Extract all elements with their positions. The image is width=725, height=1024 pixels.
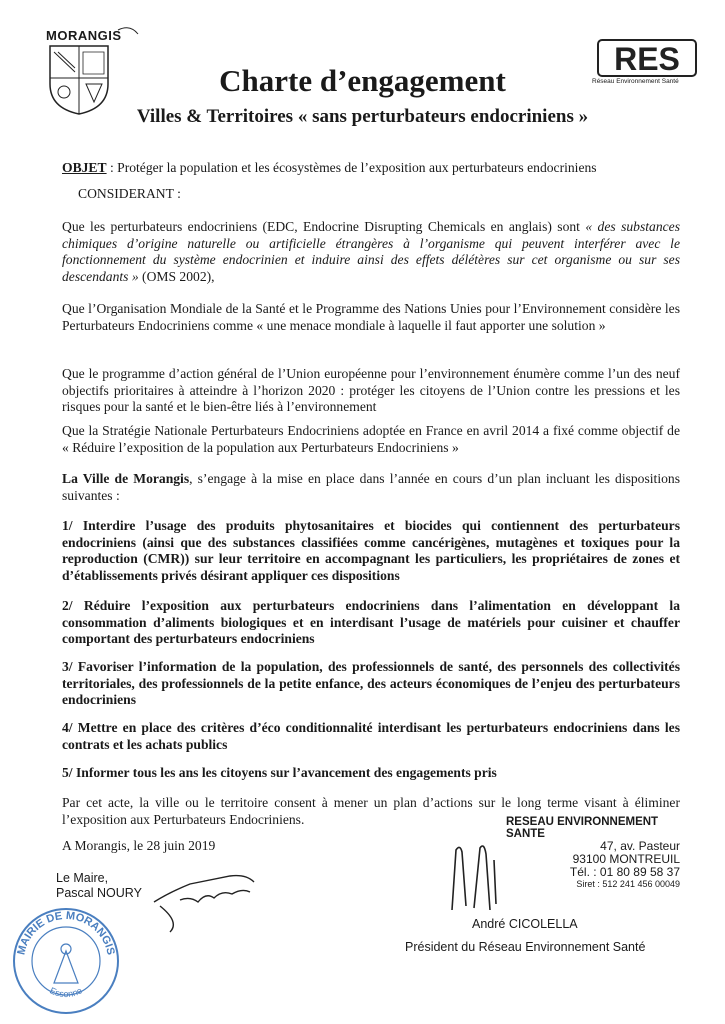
paragraph-edc-definition <box>62 219 680 285</box>
objet-label: OBJET <box>62 160 107 175</box>
organisation-address: 47, av. Pasteur <box>600 839 680 853</box>
commitment-item-2: 2/ Réduire l’exposition aux perturbateurs endocriniens dans l’alimentation en développant la consommation d’aliments biologiques et en interdisant l’usage de matériels pour cuisiner et chauffer comportant des perturbateurs endocriniens <box>62 598 680 646</box>
page-subtitle: Villes & Territoires « sans perturbateurs endocriniens » <box>136 106 589 127</box>
organisation-phone: Tél. : 01 80 89 58 37 <box>569 865 680 879</box>
paragraph-engagement <box>62 471 680 504</box>
paragraph-edc-quote: « des substances chimiques d’origine naturelle ou artificielle étrangères à l’organisme qui peuvent interférer avec le fonctionnement du système endocrinien et induire ainsi des effets délétères sur cet organisme ou sur ses descendants » <box>62 219 680 284</box>
closing-paragraph: Par cet acte, la ville ou le territoire consent à mener un plan d’actions sur le long terme visant à éliminer l’exposition aux Perturbateurs Endocriniens. <box>62 795 680 827</box>
engagement-text: , s’engage à la mise en place dans l’année en cours d’un plan incluant les dispositions suivantes : <box>62 471 680 503</box>
paragraph-oms: Que l’Organisation Mondiale de la Santé et le Programme des Nations Unies pour l’Environnement considère les Perturbateurs Endocriniens comme « une menace mondiale à laquelle il faut apporter une solution » <box>62 301 680 333</box>
commitment-item-4: 4/ Mettre en place des critères d’éco conditionnalité interdisant les perturbateurs endocriniens dans les contrats et les achats publics <box>62 720 680 752</box>
paragraph-strategie-nationale: Que la Stratégie Nationale Perturbateurs Endocriniens adoptée en France en avril 2014 a fixé comme objectif de « Réduire l’exposition de la population aux Perturbateurs Endocriniens » <box>62 423 680 455</box>
seal-text: MAIRIE DE MORANGIS <box>15 909 117 957</box>
place-and-date: A Morangis, le 28 juin 2019 <box>62 838 216 853</box>
objet-text: : Protéger la population et les écosystèmes de l’exposition aux perturbateurs endocriniens <box>106 160 597 175</box>
paragraph-union-europeenne: Que le programme d’action général de l’Union européenne pour l’environnement énumère comme l’un des neuf objectifs prioritaires à atteindre à l’horizon 2020 : protéger les citoyens de l’Union contre les pressions et les risques pour la santé et le bien-être liés à l’environnement <box>62 366 680 414</box>
organisation-name: RESEAU ENVIRONNEMENT SANTE <box>506 816 659 840</box>
res-logo-letters: RES <box>614 41 680 77</box>
svg-text:MAIRIE DE MORANGIS <box>15 910 116 956</box>
signer-title: Président du Réseau Environnement Santé <box>405 940 646 954</box>
paragraph-edc-start: Que les perturbateurs endocriniens (EDC, Endocrine Disrupting Chemicals en anglais) sont <box>62 219 586 234</box>
morangis-logo-name: MORANGIS <box>46 28 122 43</box>
commitment-item-5: 5/ Informer tous les ans les citoyens sur l’avancement des engagements pris <box>62 765 497 780</box>
signer-name: André CICOLELLA <box>472 917 578 931</box>
seal-subtext: Essonne <box>48 985 84 1000</box>
organisation-city: 93100 MONTREUIL <box>572 852 680 866</box>
paragraph-edc-end: (OMS 2002), <box>138 268 215 284</box>
organisation-siret: Siret : 512 241 456 00049 <box>576 879 680 889</box>
page-title: Charte d’engagement <box>219 63 506 98</box>
res-logo-subtitle: Réseau Environnement Santé <box>592 78 679 85</box>
maire-signature-icon <box>150 862 260 937</box>
commitment-item-3: 3/ Favoriser l’information de la population, des professionnels de santé, des personnels des collectivités territoriales, des professionnels de la petite enfance, des acteurs économiques de l’enjeu des perturbateurs endocriniens <box>62 659 680 707</box>
commitment-item-1: 1/ Interdire l’usage des produits phytosanitaires et biocides qui contiennent des perturbateurs endocriniens (ainsi que des substances classifiées comme cancérigènes, mutagènes et toxiques pour la reproduction (CMR)) sur leur territoire en accompagnant les particuliers, les propriétaires de zones et d’établissements privés désirant appliquer ces dispositions <box>62 518 680 583</box>
considerant-heading: CONSIDERANT : <box>78 186 181 201</box>
maire-name: Pascal NOURY <box>56 886 142 900</box>
maire-role: Le Maire, <box>56 871 109 885</box>
svg-text:Essonne <box>48 985 83 999</box>
organisation-stamp <box>500 816 680 889</box>
objet-line <box>62 160 680 177</box>
engagement-city: La Ville de Morangis <box>62 471 190 486</box>
mairie-seal-icon <box>10 905 122 1017</box>
